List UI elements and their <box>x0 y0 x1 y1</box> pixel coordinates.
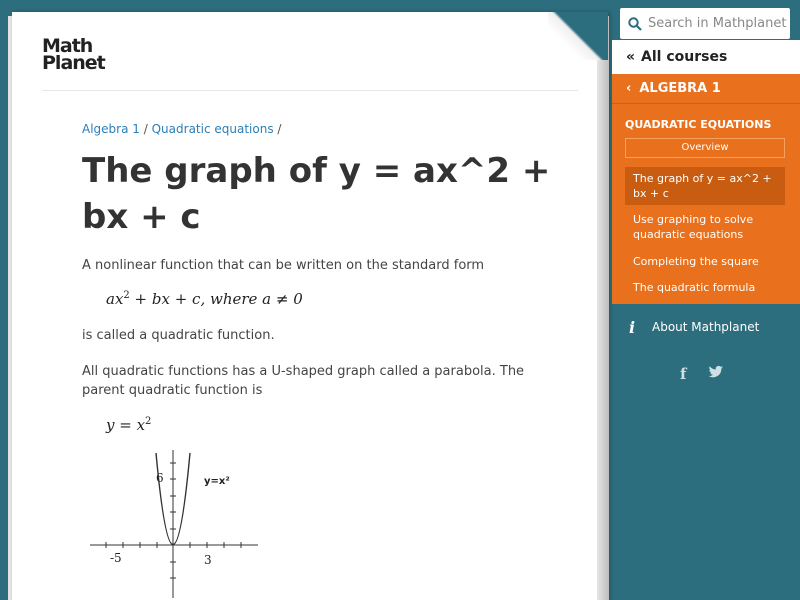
about-label: About Mathplanet <box>652 320 760 334</box>
double-chevron-left-icon: « <box>626 49 636 65</box>
about-mathplanet-link[interactable] <box>612 312 800 342</box>
x-tick-label-negative: -5 <box>110 551 122 565</box>
page-title: The graph of y = ax^2 + bx + c <box>82 151 551 237</box>
parabola-graph <box>86 448 266 600</box>
formula-exponent: 2 <box>123 290 130 301</box>
nav-item-quadratic-formula[interactable]: The quadratic formula <box>633 281 756 294</box>
mathplanet-logo[interactable] <box>42 35 105 74</box>
x-tick-label-positive: 3 <box>204 553 212 567</box>
header-divider <box>42 90 578 91</box>
all-courses-link[interactable] <box>612 40 800 74</box>
logo-line-1: Math <box>42 35 93 57</box>
nav-item-graph[interactable]: The graph of y = ax^2 + bx + c <box>625 167 785 205</box>
curve-label: y=x² <box>204 476 230 487</box>
breadcrumb-separator: / <box>277 122 282 136</box>
page-curl <box>548 12 608 60</box>
search-input[interactable] <box>648 16 788 31</box>
all-courses-label: All courses <box>641 49 728 65</box>
logo-line-2: Planet <box>42 52 105 74</box>
breadcrumb <box>82 122 281 136</box>
section-title: QUADRATIC EQUATIONS <box>625 118 772 131</box>
breadcrumb-algebra-1[interactable]: Algebra 1 <box>82 122 140 136</box>
nav-item-completing-square[interactable]: Completing the square <box>633 255 759 268</box>
info-icon: i <box>628 317 636 337</box>
overview-button[interactable]: Overview <box>625 138 785 158</box>
page-edge-right <box>597 16 609 600</box>
formula-main: ax <box>106 290 124 308</box>
formula-rest: + bx + c, where a ≠ 0 <box>129 290 303 308</box>
intro-paragraph: A nonlinear function that can be written on the standard form <box>82 258 485 273</box>
social-links <box>680 365 724 383</box>
course-label: ALGEBRA 1 <box>639 81 721 96</box>
facebook-icon[interactable]: f <box>680 365 687 383</box>
nav-item-graphing-solve[interactable]: Use graphing to solve quadratic equations <box>633 213 754 241</box>
parabola-paragraph: All quadratic functions has a U-shaped graph called a parabola. The parent quadratic function is <box>82 364 525 398</box>
twitter-icon[interactable] <box>708 365 724 379</box>
breadcrumb-quadratic-equations[interactable]: Quadratic equations <box>151 122 274 136</box>
y-tick-label: 6 <box>156 471 164 485</box>
parent-formula-main: y = x <box>106 416 146 434</box>
breadcrumb-separator: / <box>143 122 148 136</box>
search-icon <box>628 17 642 31</box>
standard-form-formula <box>106 290 303 308</box>
parent-function-formula <box>106 416 151 434</box>
search-box[interactable] <box>620 8 790 39</box>
quadratic-definition-paragraph: is called a quadratic function. <box>82 328 275 343</box>
chevron-left-icon: ‹ <box>626 81 632 96</box>
parent-formula-exponent: 2 <box>145 416 152 427</box>
course-link-algebra-1[interactable] <box>612 74 800 104</box>
